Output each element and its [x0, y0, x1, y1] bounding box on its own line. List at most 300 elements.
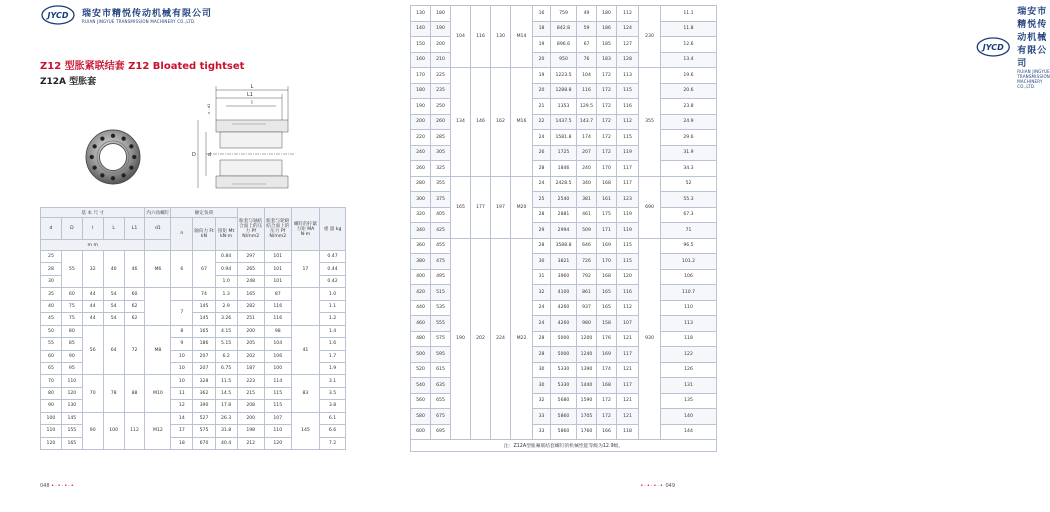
col-d1: d1	[145, 218, 171, 240]
cell-d: 400	[411, 269, 431, 285]
col-torque: 扭矩 Mt kN·m	[215, 218, 237, 251]
cell-d: 460	[411, 316, 431, 332]
cell-kg: 13.4	[661, 52, 717, 68]
cell-pf: 180	[597, 6, 617, 22]
cell-d1: M12	[145, 412, 171, 449]
cell-ft: 3821	[551, 254, 577, 270]
cell-kg: 23.8	[661, 99, 717, 115]
cell-pf: 248	[237, 275, 264, 287]
cell-mt: 1440	[577, 378, 597, 394]
technical-drawing	[170, 80, 300, 200]
cell-ft: 842.8	[551, 21, 577, 37]
cell-d1: M6	[145, 251, 171, 288]
cell-d: 240	[411, 145, 431, 161]
cell-D: 60	[61, 288, 82, 300]
cell-ft: 1437.5	[551, 114, 577, 130]
cell-pw: 116	[617, 99, 639, 115]
cell-kg: 131	[661, 378, 717, 394]
cell-n: 8	[171, 325, 193, 337]
cell-ft: 5680	[551, 393, 577, 409]
cell-pf: 170	[597, 254, 617, 270]
cell-D: 475	[431, 254, 451, 270]
cell-kg: 1.6	[320, 338, 346, 350]
cell-d: 540	[411, 378, 431, 394]
cell-kg: 24.9	[661, 114, 717, 130]
cell-pw: 119	[617, 207, 639, 223]
cell-kg: 140	[661, 409, 717, 425]
table-row	[411, 176, 717, 192]
table-row	[411, 68, 717, 84]
cell-pw: 115	[617, 238, 639, 254]
cell-n: 26	[533, 145, 551, 161]
cell-pf: 168	[597, 269, 617, 285]
cell-d: 100	[41, 412, 62, 424]
cell-D: 225	[431, 68, 451, 84]
company-logo-icon-right	[975, 36, 1011, 58]
cell-d: 28	[41, 263, 62, 275]
cell-n: 18	[533, 21, 551, 37]
cell-pw: 112	[617, 6, 639, 22]
cell-kg: 0.42	[320, 275, 346, 287]
cell-n: 12	[171, 400, 193, 412]
cell-n: 24	[533, 176, 551, 192]
cell-pf: 183	[597, 52, 617, 68]
page-dots-right: •·•·•·•	[640, 483, 664, 489]
cell-pw: 115	[617, 130, 639, 146]
cell-n: 11	[171, 387, 193, 399]
cell-kg: 31.9	[661, 145, 717, 161]
cell-pf: 170	[597, 161, 617, 177]
cell-ma: 17	[291, 251, 319, 288]
cell-n: 28	[533, 347, 551, 363]
cell-kg: 0.44	[320, 263, 346, 275]
cell-d: 320	[411, 207, 431, 223]
cell-kg: 106	[661, 269, 717, 285]
cell-ft: 362	[193, 387, 215, 399]
cell-kg: 7.2	[320, 437, 346, 449]
cell-d: 40	[41, 300, 62, 312]
cell-ma: 83	[291, 375, 319, 412]
cell-n	[171, 288, 193, 300]
cell-ma: 145	[291, 412, 319, 449]
cell-ma	[291, 288, 319, 325]
cell-ma: 355	[639, 68, 661, 177]
table-row	[41, 251, 346, 263]
cell-d: 420	[411, 285, 431, 301]
cell-d: 190	[411, 99, 431, 115]
cell-kg: 118	[661, 331, 717, 347]
page-subtitle: Z12A 型胀套	[40, 77, 97, 87]
cell-L: 146	[471, 68, 491, 177]
cell-D: 130	[61, 400, 82, 412]
cell-D: 155	[61, 425, 82, 437]
table-note-row	[411, 440, 717, 452]
cell-mt: 49	[577, 6, 597, 22]
cell-mt: 461	[577, 207, 597, 223]
cell-L: 54	[103, 313, 124, 325]
cell-l: 44	[82, 300, 103, 312]
cell-d: 25	[41, 251, 62, 263]
cell-d1: M8	[145, 325, 171, 375]
cell-d: 30	[41, 275, 62, 287]
cell-pw: 121	[617, 362, 639, 378]
cell-ft: 2994	[551, 223, 577, 239]
cell-L1: 46	[124, 251, 145, 288]
cell-d: 600	[411, 424, 431, 440]
cell-n: 24	[533, 300, 551, 316]
cell-n: 14	[171, 412, 193, 424]
cell-n: 10	[171, 362, 193, 374]
cell-pw: 101	[264, 251, 291, 263]
cell-n: 33	[533, 424, 551, 440]
table-row	[41, 288, 346, 300]
cell-pf: 168	[597, 176, 617, 192]
cell-pw: 123	[617, 192, 639, 208]
cell-ft: 5330	[551, 378, 577, 394]
cell-pf: 165	[237, 288, 264, 300]
cell-mt: 0.94	[215, 263, 237, 275]
cell-ft: 2428.5	[551, 176, 577, 192]
cell-d: 480	[411, 331, 431, 347]
cell-pf: 169	[597, 347, 617, 363]
cell-kg: 11.1	[661, 6, 717, 22]
cell-ft: 2540	[551, 192, 577, 208]
cell-D: 165	[61, 437, 82, 449]
cell-n: 29	[533, 223, 551, 239]
spec-table-right	[410, 5, 717, 452]
cell-ma: 930	[639, 238, 661, 440]
cell-kg: 3.1	[320, 375, 346, 387]
header-weight: 重 量 kg	[320, 208, 346, 251]
cell-d: 50	[41, 325, 62, 337]
cell-pw: 113	[617, 68, 639, 84]
cell-ft: 1846	[551, 161, 577, 177]
cell-L1: 130	[491, 6, 511, 68]
cell-L: 40	[103, 251, 124, 288]
cell-mt: 937	[577, 300, 597, 316]
dim-n-label: n - d1	[207, 103, 211, 114]
cell-ft: 527	[193, 412, 215, 424]
cell-d: 160	[411, 52, 431, 68]
cell-D: 285	[431, 130, 451, 146]
cell-ma: 230	[639, 6, 661, 68]
cell-pw: 115	[617, 254, 639, 270]
cell-kg: 122	[661, 347, 717, 363]
cell-mt: 143.7	[577, 114, 597, 130]
cell-D: 145	[61, 412, 82, 424]
cell-pw: 119	[617, 145, 639, 161]
cell-L: 54	[103, 300, 124, 312]
cell-d1: M14	[511, 6, 533, 68]
cell-mt: 6.2	[215, 350, 237, 362]
page-title: Z12 型胀紧联结套 Z12 Bloated tightset	[40, 61, 245, 72]
cell-L1: 88	[124, 375, 145, 412]
cell-pw: 120	[617, 269, 639, 285]
cell-d1: M22	[511, 238, 533, 440]
cell-ft: 5000	[551, 331, 577, 347]
cell-d: 65	[41, 362, 62, 374]
cell-D: 55	[61, 251, 82, 288]
cell-D: 535	[431, 300, 451, 316]
cell-d1: M16	[511, 68, 533, 177]
cell-D: 425	[431, 223, 451, 239]
table-header-groups	[41, 208, 346, 218]
cell-pw: 118	[617, 424, 639, 440]
cell-n: 31	[533, 269, 551, 285]
cell-D: 695	[431, 424, 451, 440]
cell-d: 200	[411, 114, 431, 130]
cell-pf: 172	[597, 130, 617, 146]
cell-ft: 4260	[551, 300, 577, 316]
cell-n: 24	[533, 316, 551, 332]
cell-L: 100	[103, 412, 124, 449]
cell-l: 190	[451, 238, 471, 440]
cell-ft: 74	[193, 288, 215, 300]
company-logo	[40, 4, 212, 26]
cell-pf: 171	[597, 223, 617, 239]
cell-pf: 166	[597, 424, 617, 440]
cell-D: 555	[431, 316, 451, 332]
cell-d: 360	[411, 238, 431, 254]
cell-pw: 124	[617, 21, 639, 37]
cell-l: 56	[82, 325, 103, 375]
cell-ft: 2881	[551, 207, 577, 223]
cell-d: 580	[411, 409, 431, 425]
header-pressure-shaft: 胀套与轴结合面上的压力 Pf N/mm2	[237, 208, 264, 251]
header-pressure-hub: 胀套与轮毂结合面上的压力 Pf N/mm2	[264, 208, 291, 251]
col-L1: L1	[124, 218, 145, 240]
cell-pf: 223	[237, 375, 264, 387]
cell-D: 355	[431, 176, 451, 192]
cell-pw: 112	[617, 114, 639, 130]
cell-pw: 117	[617, 347, 639, 363]
cell-kg: 34.3	[661, 161, 717, 177]
cell-mt: 104	[577, 68, 597, 84]
cell-ft: 1725	[551, 145, 577, 161]
cell-L: 202	[471, 238, 491, 440]
cell-l: 104	[451, 6, 471, 68]
table-row	[41, 375, 346, 387]
cell-mt: 174	[577, 130, 597, 146]
cell-l: 44	[82, 288, 103, 300]
col-axial: 轴向力 Ft kN	[193, 218, 215, 251]
company-name-cn-right: 瑞安市精悦传动机械有限公司	[1017, 7, 1048, 69]
cell-n: 20	[533, 52, 551, 68]
cell-D: 405	[431, 207, 451, 223]
cell-d1	[145, 288, 171, 325]
cell-kg: 110	[661, 300, 717, 316]
cell-pw: 117	[617, 378, 639, 394]
cell-mt: 1390	[577, 362, 597, 378]
cell-pf: 172	[597, 114, 617, 130]
unit-mm: m m	[41, 240, 145, 251]
cell-mt: 76	[577, 52, 597, 68]
cell-ma: 690	[639, 176, 661, 238]
cell-mt: 3.26	[215, 313, 237, 325]
cell-pw: 101	[264, 275, 291, 287]
cell-ft: 67	[193, 251, 215, 288]
cell-d: 380	[411, 254, 431, 270]
cell-ft: 1353	[551, 99, 577, 115]
cell-pf: 158	[597, 316, 617, 332]
cell-n: 9	[171, 338, 193, 350]
cell-d: 130	[411, 6, 431, 22]
cell-d: 80	[41, 387, 62, 399]
cell-mt: 129.5	[577, 99, 597, 115]
cell-pw: 100	[264, 362, 291, 374]
cell-ft: 145	[193, 300, 215, 312]
cell-ft: 5330	[551, 362, 577, 378]
cell-ft: 328	[193, 375, 215, 387]
cell-pf: 172	[597, 99, 617, 115]
cell-pw: 117	[617, 176, 639, 192]
cell-pf: 161	[597, 192, 617, 208]
header-screw: 内六角螺钉	[145, 208, 171, 218]
dim-L-label: L	[250, 84, 254, 90]
cell-d: 440	[411, 300, 431, 316]
cell-kg: 67.3	[661, 207, 717, 223]
cell-D: 325	[431, 161, 451, 177]
cell-pf: 297	[237, 251, 264, 263]
cell-d1: M10	[145, 375, 171, 412]
cell-ft: 4100	[551, 285, 577, 301]
cell-L: 64	[103, 325, 124, 375]
page-number-left-value: 048	[40, 483, 50, 489]
cell-D: 110	[61, 375, 82, 387]
cell-pf: 212	[237, 437, 264, 449]
cell-kg: 1.4	[320, 325, 346, 337]
cell-ft: 5000	[551, 347, 577, 363]
cell-ft: 207	[193, 350, 215, 362]
cell-d: 60	[41, 350, 62, 362]
cell-d: 170	[411, 68, 431, 84]
cell-kg: 52	[661, 176, 717, 192]
cell-d: 150	[411, 37, 431, 53]
cell-mt: 1200	[577, 331, 597, 347]
cell-n: 16	[533, 6, 551, 22]
cell-n: 17	[171, 425, 193, 437]
cell-pf: 186	[597, 21, 617, 37]
cell-n: 19	[533, 68, 551, 84]
cell-L1: 224	[491, 238, 511, 440]
company-logo-right	[975, 4, 1050, 89]
cell-mt: 207	[577, 145, 597, 161]
cell-kg: 110.7	[661, 285, 717, 301]
cell-pw: 116	[264, 313, 291, 325]
cell-D: 250	[431, 99, 451, 115]
cell-kg: 96.5	[661, 238, 717, 254]
company-logo-icon	[40, 4, 76, 26]
cell-mt: 5.15	[215, 338, 237, 350]
product-photo	[84, 128, 142, 186]
cell-pf: 172	[597, 145, 617, 161]
cell-ft: 145	[193, 313, 215, 325]
cell-mt: 6.75	[215, 362, 237, 374]
cell-pf: 172	[597, 393, 617, 409]
cell-d1: M20	[511, 176, 533, 238]
table-row	[411, 238, 717, 254]
cell-mt: 1.3	[215, 288, 237, 300]
cell-ft: 896.6	[551, 37, 577, 53]
col-l: l	[82, 218, 103, 240]
cell-l: 32	[82, 251, 103, 288]
cell-mt: 67	[577, 37, 597, 53]
cell-mt: 861	[577, 285, 597, 301]
cell-D: 200	[431, 37, 451, 53]
cell-mt: 14.5	[215, 387, 237, 399]
cell-kg: 1.2	[320, 313, 346, 325]
cell-d: 220	[411, 130, 431, 146]
col-D: D	[61, 218, 82, 240]
cell-n: 18	[171, 437, 193, 449]
cell-n: 32	[533, 285, 551, 301]
page-number-right	[640, 483, 675, 489]
dim-D-label: D	[192, 152, 196, 158]
cell-n: 7	[171, 300, 193, 325]
cell-ft: 1581.8	[551, 130, 577, 146]
cell-d: 260	[411, 161, 431, 177]
cell-kg: 19.6	[661, 68, 717, 84]
cell-n: 33	[533, 409, 551, 425]
cell-D: 655	[431, 393, 451, 409]
left-page	[0, 0, 375, 512]
cell-mt: 59	[577, 21, 597, 37]
cell-pf: 176	[597, 331, 617, 347]
cell-n: 22	[533, 114, 551, 130]
cell-pf: 185	[597, 37, 617, 53]
cell-ft: 3960	[551, 269, 577, 285]
cell-kg: 3.5	[320, 387, 346, 399]
cell-n: 6	[171, 251, 193, 288]
cell-mt: 1705	[577, 409, 597, 425]
cell-pw: 98	[264, 325, 291, 337]
cell-ft: 1223.5	[551, 68, 577, 84]
cell-pw: 128	[617, 52, 639, 68]
cell-kg: 113	[661, 316, 717, 332]
cell-ft: 670	[193, 437, 215, 449]
cell-kg: 11.8	[661, 21, 717, 37]
cell-L: 177	[471, 176, 491, 238]
cell-pw: 107	[264, 412, 291, 424]
company-name-en: RUIAN JINGYUE TRANSMISSION MACHINERY CO.,LTD.	[82, 19, 196, 24]
cell-pw: 119	[617, 223, 639, 239]
cell-n: 28	[533, 331, 551, 347]
cell-pf: 172	[597, 409, 617, 425]
cell-kg: 0.47	[320, 251, 346, 263]
cell-n: 10	[171, 375, 193, 387]
cell-L1: 72	[124, 325, 145, 375]
cell-D: 675	[431, 409, 451, 425]
cell-pw: 116	[617, 285, 639, 301]
cell-pw: 120	[264, 437, 291, 449]
cell-pf: 282	[237, 300, 264, 312]
cell-d: 560	[411, 393, 431, 409]
cell-ft: 950	[551, 52, 577, 68]
cell-L1: 62	[124, 313, 145, 325]
cell-ft: 3588.8	[551, 238, 577, 254]
cell-pf: 172	[597, 83, 617, 99]
cell-d: 70	[41, 375, 62, 387]
cell-D: 95	[61, 362, 82, 374]
cell-d: 90	[41, 400, 62, 412]
cell-L1: 60	[124, 288, 145, 300]
cell-pw: 104	[264, 338, 291, 350]
cell-mt: 17.8	[215, 400, 237, 412]
cell-mt: 40.4	[215, 437, 237, 449]
cell-d: 35	[41, 288, 62, 300]
cell-n: 21	[533, 99, 551, 115]
table-row	[41, 412, 346, 424]
